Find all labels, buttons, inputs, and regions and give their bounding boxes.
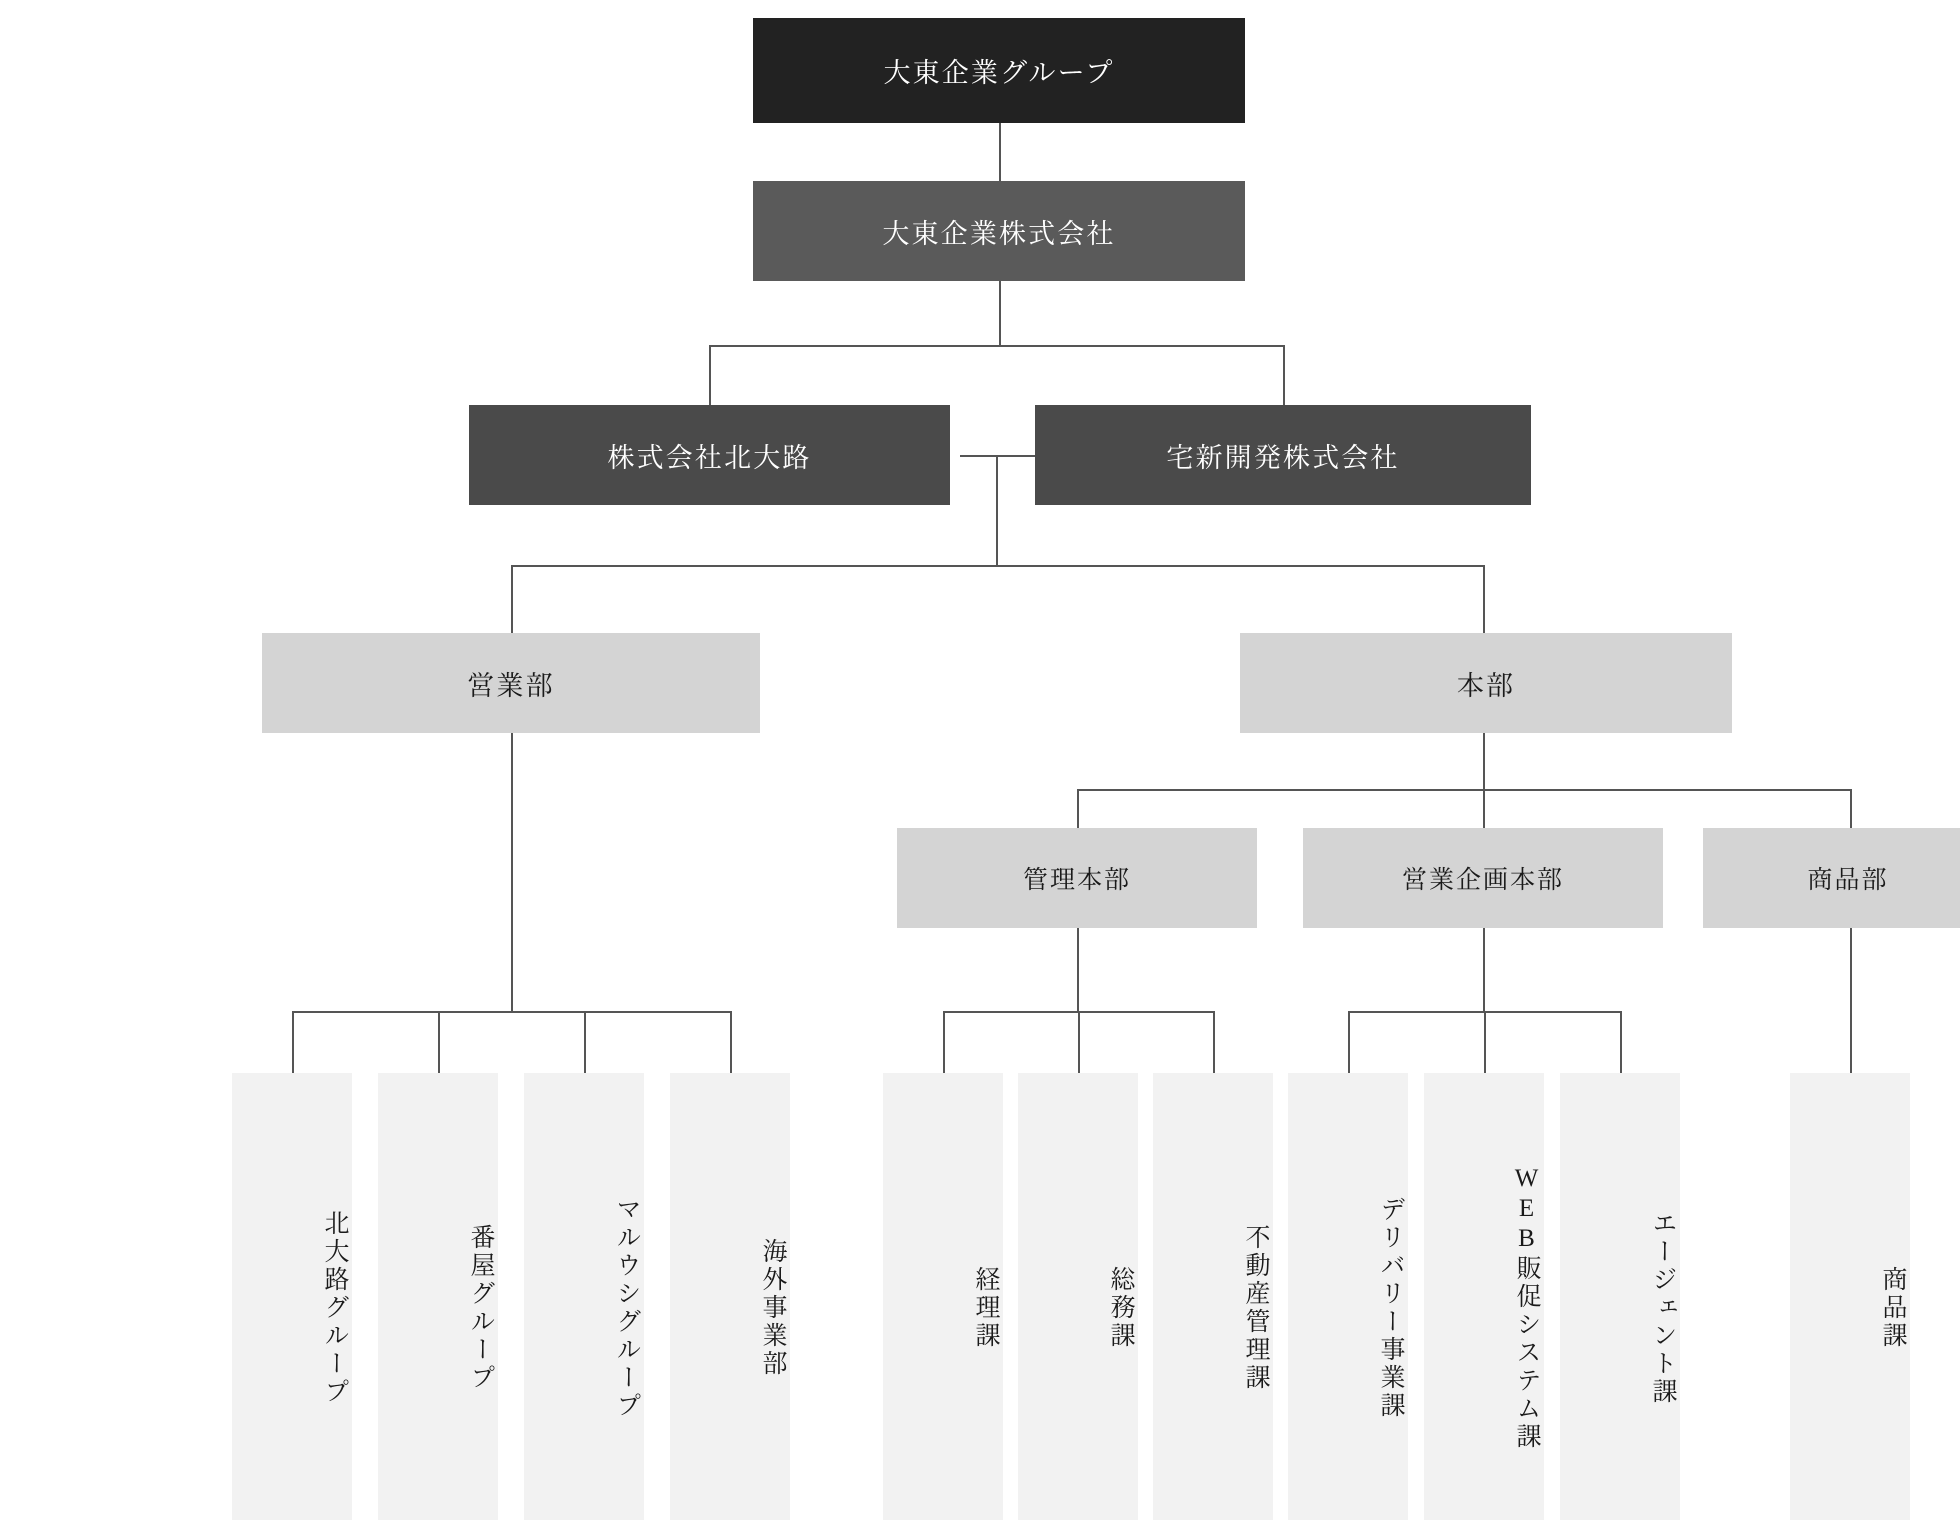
node-subsidiary-takushin-label: 宅新開発株式会社 bbox=[1166, 442, 1400, 473]
node-dept-shohin[interactable] bbox=[1703, 828, 1960, 928]
connector-root-to-main bbox=[999, 123, 1001, 181]
leaf-maruushi-group-label: マルウシグループ bbox=[613, 1195, 640, 1420]
connector-to-shohin bbox=[1850, 789, 1852, 828]
connector-kanri-leaf-3 bbox=[1213, 1011, 1215, 1073]
leaf-banya-group[interactable] bbox=[378, 1073, 498, 1520]
connector-to-sales bbox=[511, 565, 513, 633]
connector-main-down bbox=[999, 281, 1001, 345]
node-root[interactable] bbox=[753, 18, 1245, 123]
connector-kanri-down bbox=[1077, 928, 1079, 1011]
connector-sales-leaf-bus bbox=[292, 1011, 730, 1013]
leaf-agent-section[interactable] bbox=[1560, 1073, 1680, 1520]
node-main-company[interactable] bbox=[753, 181, 1245, 281]
leaf-kitaoji-group[interactable] bbox=[232, 1073, 352, 1520]
node-division-sales[interactable] bbox=[262, 633, 760, 733]
connector-dept-bus bbox=[1077, 789, 1850, 791]
connector-to-sub-left bbox=[709, 345, 711, 405]
node-subsidiary-takushin[interactable] bbox=[1035, 405, 1531, 505]
node-division-head-label: 本部 bbox=[1456, 670, 1516, 701]
node-dept-kikaku[interactable] bbox=[1303, 828, 1663, 928]
connector-kikaku-down bbox=[1483, 928, 1485, 1011]
leaf-agent-section-label: エージェント課 bbox=[1649, 1209, 1676, 1406]
connector-sales-leaf-2 bbox=[438, 1011, 440, 1073]
leaf-product-section[interactable] bbox=[1790, 1073, 1910, 1520]
leaf-banya-group-label: 番屋グループ bbox=[467, 1223, 494, 1392]
connector-kikaku-leaf-2 bbox=[1484, 1011, 1486, 1073]
connector-kikaku-leaf-3 bbox=[1620, 1011, 1622, 1073]
leaf-general-affairs-section-label: 総務課 bbox=[1107, 1265, 1134, 1350]
connector-sales-down bbox=[511, 733, 513, 1013]
connector-to-kikaku bbox=[1483, 789, 1485, 828]
node-dept-shohin-label: 商品部 bbox=[1807, 867, 1889, 894]
connector-kanri-leaf-1 bbox=[943, 1011, 945, 1073]
node-subsidiary-kitaoji-label: 株式会社北大路 bbox=[607, 442, 812, 473]
leaf-maruushi-group[interactable] bbox=[524, 1073, 644, 1520]
leaf-kitaoji-group-label: 北大路グループ bbox=[321, 1209, 348, 1406]
node-dept-kikaku-label: 営業企画本部 bbox=[1401, 867, 1564, 894]
node-subsidiary-kitaoji[interactable] bbox=[469, 405, 950, 505]
connector-sales-leaf-4 bbox=[730, 1011, 732, 1073]
connector-sales-leaf-1 bbox=[292, 1011, 294, 1073]
leaf-realestate-management-section[interactable] bbox=[1153, 1073, 1273, 1520]
leaf-product-section-label: 商品課 bbox=[1879, 1265, 1906, 1350]
connector-to-kanri bbox=[1077, 789, 1079, 828]
connector-head-down bbox=[1483, 733, 1485, 789]
connector-kanri-leaf-2 bbox=[1078, 1011, 1080, 1073]
node-dept-kanri[interactable] bbox=[897, 828, 1257, 928]
node-main-company-label: 大東企業株式会社 bbox=[882, 218, 1116, 249]
connector-division-bus bbox=[511, 565, 1485, 567]
leaf-overseas-division[interactable] bbox=[670, 1073, 790, 1520]
leaf-web-promotion-system-section[interactable] bbox=[1424, 1073, 1544, 1520]
node-root-label: 大東企業グループ bbox=[883, 58, 1115, 88]
connector-kikaku-leaf-1 bbox=[1348, 1011, 1350, 1073]
leaf-accounting-section[interactable] bbox=[883, 1073, 1003, 1520]
leaf-web-promotion-system-section-label: WEB販促システム課 bbox=[1513, 1164, 1540, 1451]
connector-sales-leaf-3 bbox=[584, 1011, 586, 1073]
node-division-sales-label: 営業部 bbox=[467, 670, 555, 701]
connector-subsidiary-down bbox=[996, 455, 998, 565]
connector-to-sub-right bbox=[1283, 345, 1285, 405]
node-division-head[interactable] bbox=[1240, 633, 1732, 733]
leaf-overseas-division-label: 海外事業部 bbox=[759, 1237, 786, 1378]
leaf-general-affairs-section[interactable] bbox=[1018, 1073, 1138, 1520]
leaf-realestate-management-section-label: 不動産管理課 bbox=[1242, 1223, 1269, 1392]
leaf-delivery-business-section[interactable] bbox=[1288, 1073, 1408, 1520]
connector-shohin-down bbox=[1850, 928, 1852, 1073]
leaf-delivery-business-section-label: デリバリー事業課 bbox=[1377, 1195, 1404, 1420]
leaf-accounting-section-label: 経理課 bbox=[972, 1265, 999, 1350]
connector-subsidiary-bus bbox=[709, 345, 1285, 347]
node-dept-kanri-label: 管理本部 bbox=[1022, 867, 1131, 894]
connector-to-head bbox=[1483, 565, 1485, 633]
